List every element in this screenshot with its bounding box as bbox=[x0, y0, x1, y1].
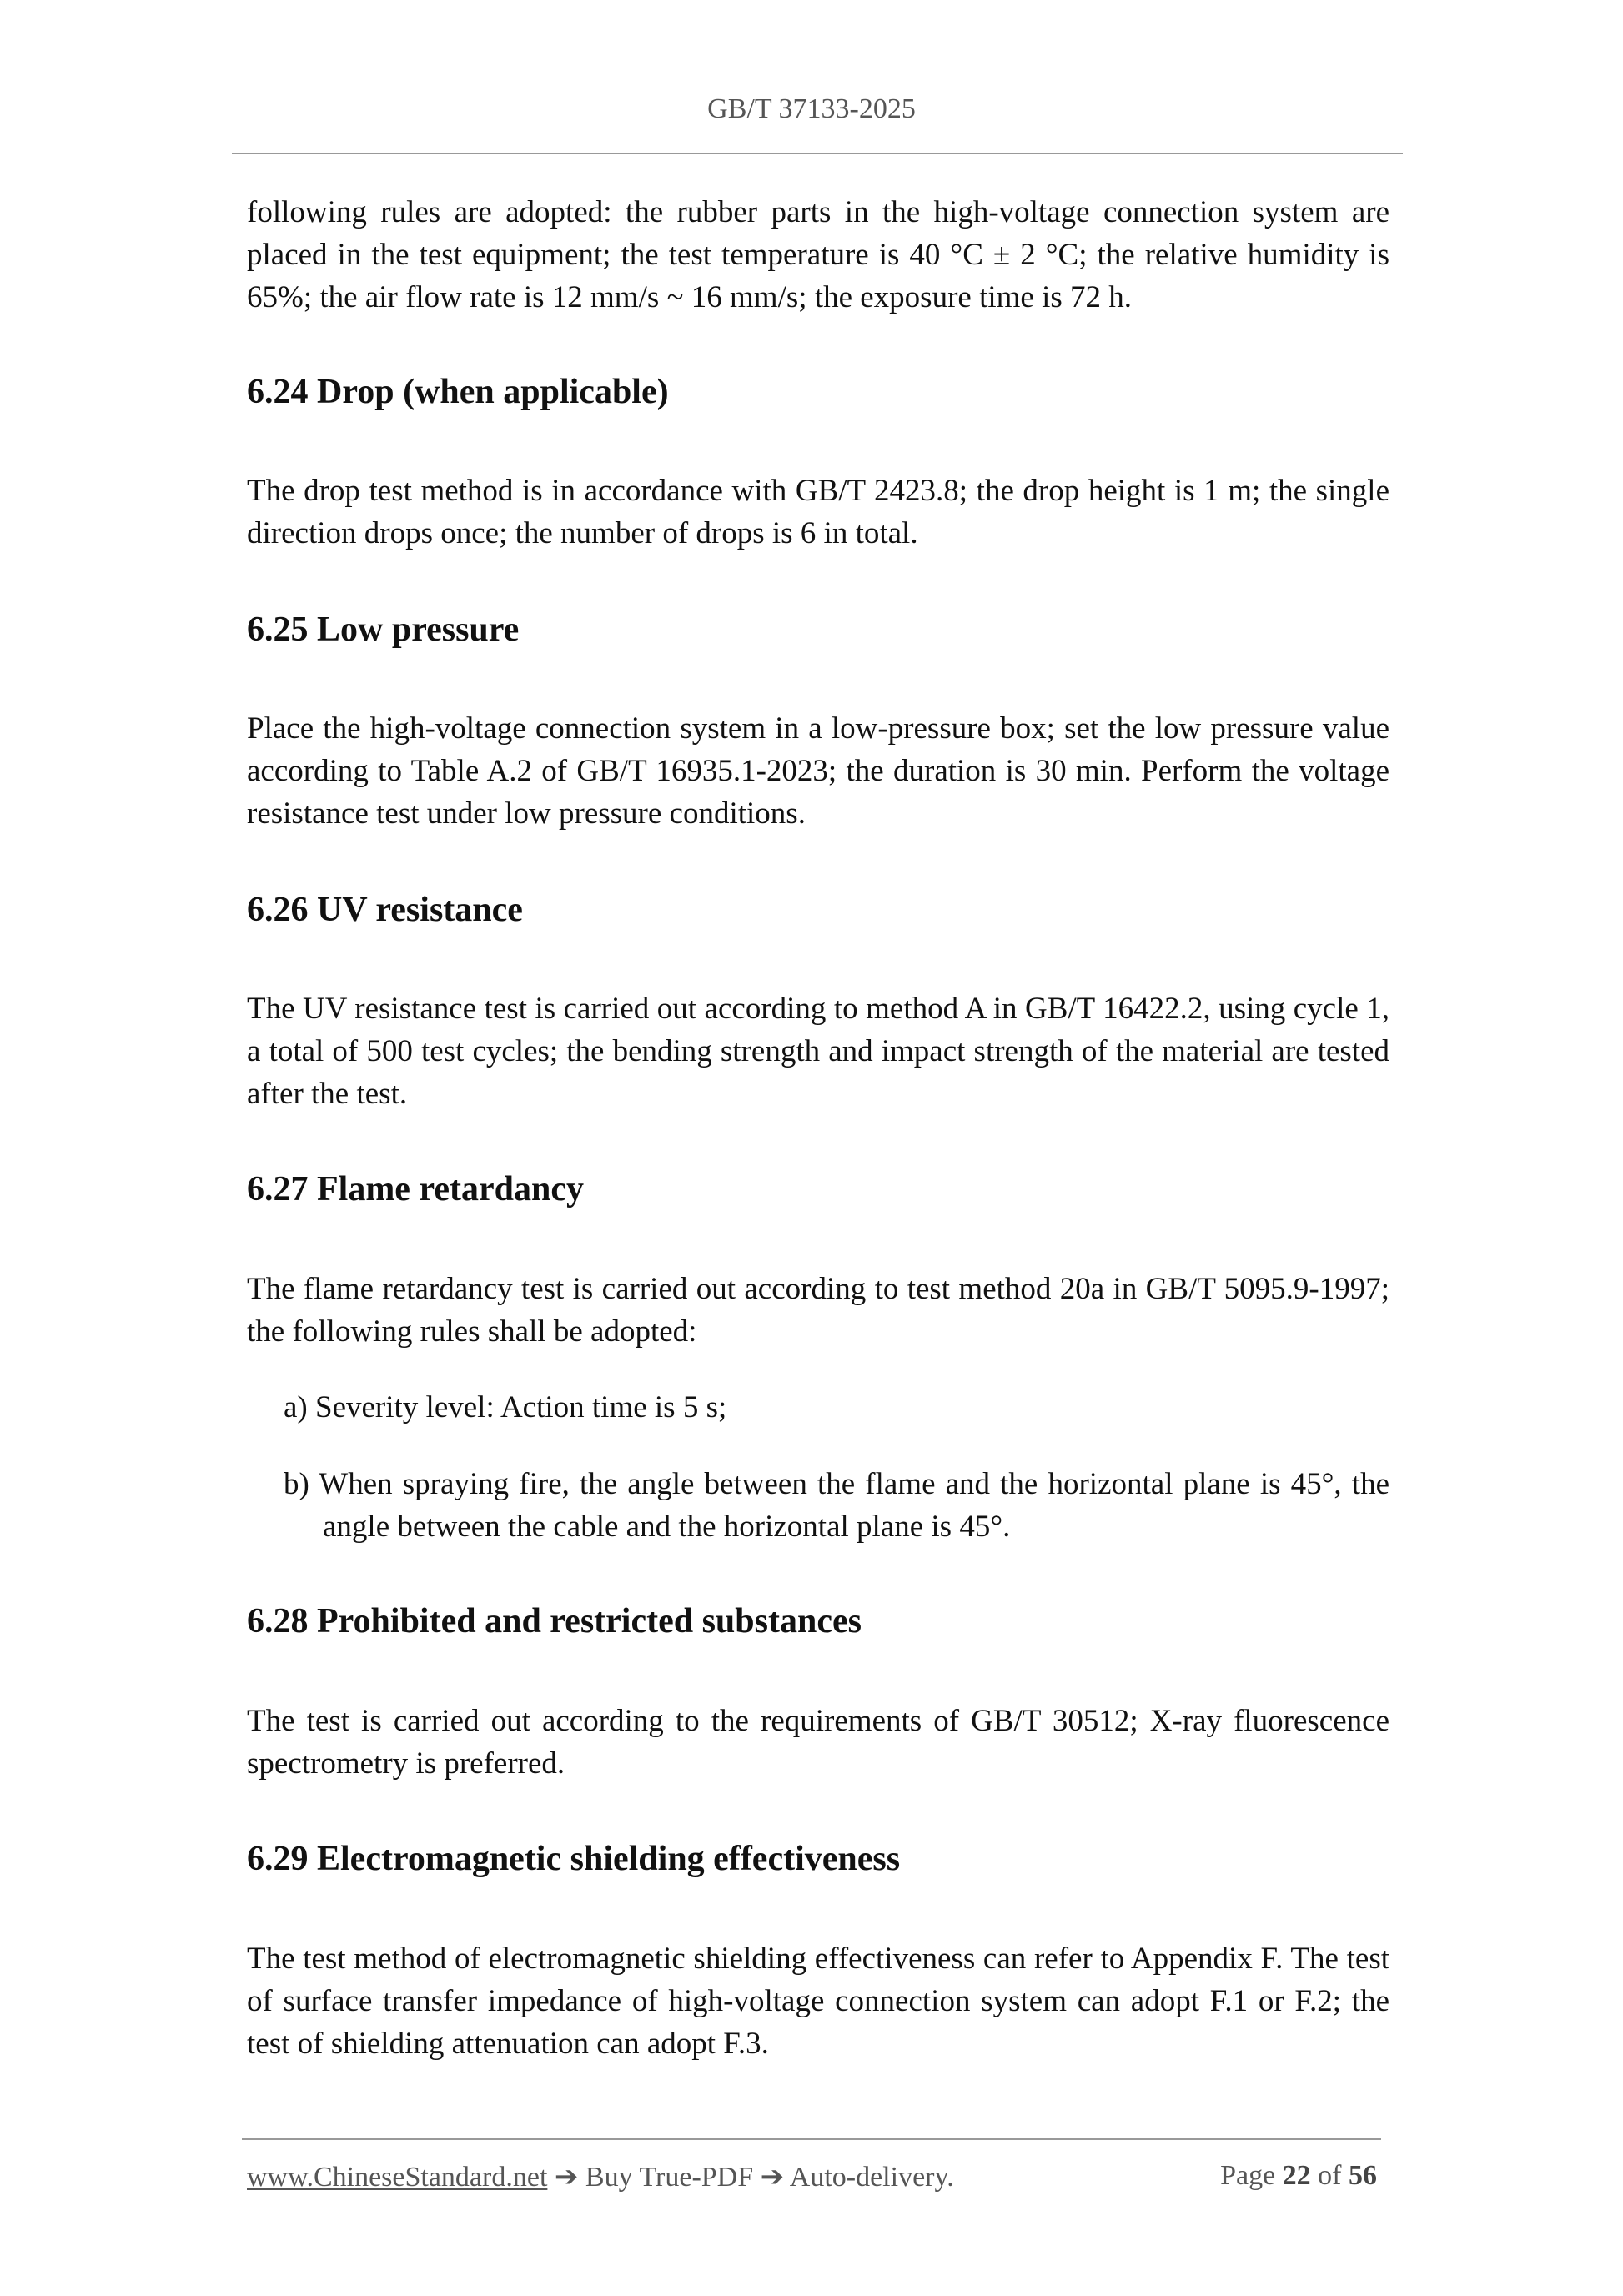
page-total: 56 bbox=[1349, 2160, 1377, 2191]
section-heading-6-29: 6.29 Electromagnetic shielding effectiveness bbox=[247, 1840, 901, 1878]
section-heading-6-27: 6.27 Flame retardancy bbox=[247, 1170, 584, 1208]
arrow-right-icon: ➔ bbox=[554, 2162, 579, 2193]
section-text-6-24: The drop test method is in accordance with GB/T 2423.8; the drop height is 1 m; the single direction drops once; the number of drops is 6 in total. bbox=[247, 474, 1389, 550]
footer bbox=[247, 2160, 1377, 2193]
intro-paragraph: following rules are adopted: the rubber parts in the high-voltage connection system are placed in the test equipment; the test temperature is 40 °C ± 2 °C; the relative humidity is 65%; the air flow rate is 12 mm/s ~ 16 mm/s; the exposure time is 72 h. bbox=[247, 195, 1389, 314]
arrow-right-icon: ➔ bbox=[760, 2162, 785, 2193]
section-text-6-29: The test method of electromagnetic shielding effectiveness can refer to Appendix F. The test of surface transfer impedance of high-voltage connection system can adopt F.1 or F.2; the test of shielding attenuation can adopt F.3. bbox=[247, 1942, 1389, 2061]
footer-rule bbox=[242, 2138, 1381, 2140]
section-text-6-28: The test is carried out according to the requirements of GB/T 30512; X-ray fluorescence spectrometry is preferred. bbox=[247, 1704, 1389, 1781]
section-heading-6-28: 6.28 Prohibited and restricted substances bbox=[247, 1602, 862, 1640]
buy-text: Buy True-PDF bbox=[578, 2162, 761, 2193]
section-text-6-25: Place the high-voltage connection system in a low-pressure box; set the low pressure value according to Table A.2 of GB/T 16935.1-2023; the duration is 30 min. Perform the voltage resistance test under low pressure conditions. bbox=[247, 711, 1389, 831]
page-number: 22 bbox=[1282, 2160, 1311, 2191]
section-text-6-27: The flame retardancy test is carried out according to test method 20a in GB/T 5095.9-1997; the following rules shall be adopted: bbox=[247, 1272, 1389, 1349]
document-id-header: GB/T 37133-2025 bbox=[707, 93, 916, 124]
footer-left bbox=[247, 2160, 954, 2193]
section-heading-6-25: 6.25 Low pressure bbox=[247, 610, 520, 649]
page-label: Page bbox=[1220, 2160, 1283, 2191]
page-indicator bbox=[1220, 2160, 1377, 2193]
of-label: of bbox=[1310, 2160, 1349, 2191]
list-item-b: b) When spraying fire, the angle between the flame and the horizontal plane is 45°, the angle between the cable and the horizontal plane is 45°. bbox=[284, 1467, 1389, 1544]
delivery-text: Auto-delivery. bbox=[784, 2162, 954, 2193]
website-link[interactable]: www.ChineseStandard.net bbox=[247, 2162, 548, 2193]
header-rule bbox=[232, 153, 1403, 154]
list-item-a: a) Severity level: Action time is 5 s; bbox=[284, 1390, 727, 1424]
section-heading-6-26: 6.26 UV resistance bbox=[247, 891, 523, 929]
section-heading-6-24: 6.24 Drop (when applicable) bbox=[247, 373, 669, 411]
section-text-6-26: The UV resistance test is carried out according to method A in GB/T 16422.2, using cycle 1, a total of 500 test cycles; the bending strength and impact strength of the material are tested after the test. bbox=[247, 992, 1389, 1111]
